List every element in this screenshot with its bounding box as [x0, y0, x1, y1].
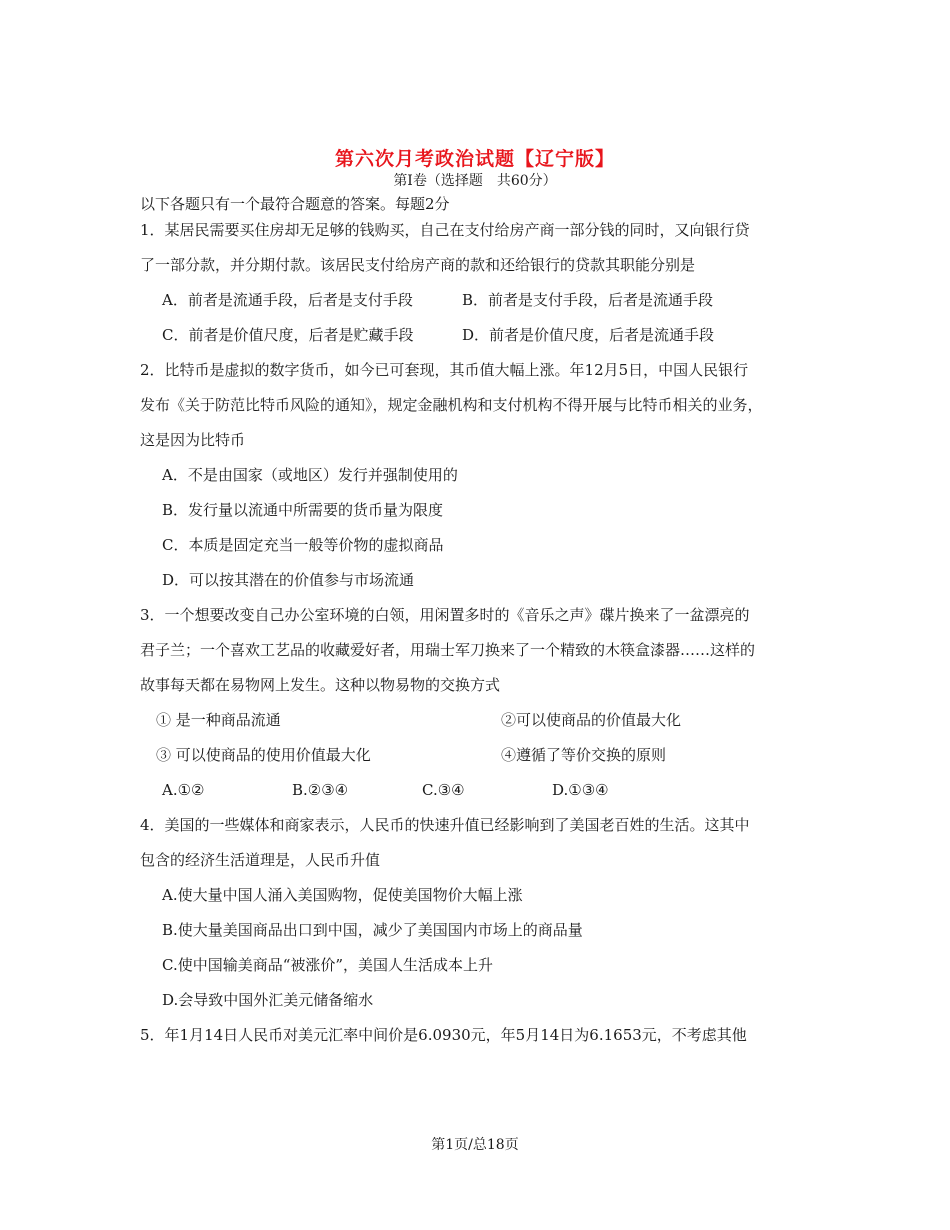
question-stem-line: 这是因为比特币	[140, 431, 246, 449]
option-d: D.①③④	[552, 781, 609, 799]
option-c: C．本质是固定充当一般等价物的虚拟商品	[162, 536, 444, 554]
question-4	[140, 815, 830, 1025]
statement-1: ① 是一种商品流通	[156, 711, 281, 729]
option-d: D.会导致中国外汇美元储备缩水	[162, 991, 374, 1009]
statement-row	[140, 745, 830, 780]
question-stem-line: 发布《关于防范比特币风险的通知》，规定金融机构和支付机构不得开展与比特币相关的业务，	[140, 396, 763, 414]
question-stem-line: 故事每天都在易物网上发生。这种以物易物的交换方式	[140, 676, 501, 694]
question-1	[140, 220, 830, 360]
question-stem-line: 2．比特币是虚拟的数字货币，如今已可套现，其币值大幅上涨。年12月5日，中国人民银行	[140, 361, 749, 379]
option-row	[140, 290, 830, 325]
document-body	[140, 194, 830, 1060]
question-stem-line: 5．年1月14日人民币对美元汇率中间价是6.0930元，年5月14日为6.1653元，不考虑其他	[140, 1026, 747, 1044]
option-c: C.使中国输美商品“被涨价”，美国人生活成本上升	[162, 956, 494, 974]
question-stem-line: 3．一个想要改变自己办公室环境的白领，用闲置多时的《音乐之声》碟片换来了一盆漂亮的	[140, 606, 750, 624]
option-b: B．发行量以流通中所需要的货币量为限度	[162, 501, 444, 519]
question-stem-line: 君子兰；一个喜欢工艺品的收藏爱好者，用瑞士军刀换来了一个精致的木筷盒漆器……这样的	[140, 641, 756, 659]
option-a: A.使大量中国人涌入美国购物，促使美国物价大幅上涨	[162, 886, 523, 904]
option-row	[140, 325, 830, 360]
instruction-text: 以下各题只有一个最符合题意的答案。每题2分	[140, 195, 450, 213]
question-3	[140, 605, 830, 815]
option-d: D．可以按其潜在的价值参与市场流通	[162, 571, 415, 589]
statement-4: ④遵循了等价交换的原则	[501, 746, 667, 764]
statement-2: ②可以使商品的价值最大化	[501, 711, 682, 729]
question-stem-line: 4．美国的一些媒体和商家表示，人民币的快速升值已经影响到了美国老百姓的生活。这其中	[140, 816, 750, 834]
question-2	[140, 360, 830, 605]
page-title: 第六次月考政治试题【辽宁版】	[334, 148, 615, 170]
question-stem-line: 1．某居民需要买住房却无足够的钱购买，自己在支付给房产商一部分钱的同时，又向银行贷	[140, 221, 750, 239]
statement-3: ③ 可以使商品的使用价值最大化	[156, 746, 371, 764]
section-subtitle: 第Ⅰ卷（选择题 共60分）	[393, 173, 557, 189]
option-a: A．不是由国家（或地区）发行并强制使用的	[162, 466, 458, 484]
question-stem-line: 包含的经济生活道理是，人民币升值	[140, 851, 381, 869]
option-c: C．前者是价值尺度，后者是贮藏手段	[162, 326, 414, 344]
question-5	[140, 1025, 830, 1060]
option-a: A.①②	[162, 781, 205, 799]
option-b: B．前者是支付手段，后者是流通手段	[462, 291, 714, 309]
option-b: B.②③④	[292, 781, 349, 799]
option-a: A．前者是流通手段，后者是支付手段	[162, 291, 413, 309]
statement-row	[140, 710, 830, 745]
option-b: B.使大量美国商品出口到中国，减少了美国国内市场上的商品量	[162, 921, 583, 939]
option-d: D．前者是价值尺度，后者是流通手段	[462, 326, 715, 344]
option-c: C.③④	[422, 781, 465, 799]
page-number: 第1页/总18页	[431, 1137, 519, 1153]
question-stem-line: 了一部分款，并分期付款。该居民支付给房产商的款和还给银行的贷款其职能分别是	[140, 256, 696, 274]
option-row	[140, 780, 830, 815]
